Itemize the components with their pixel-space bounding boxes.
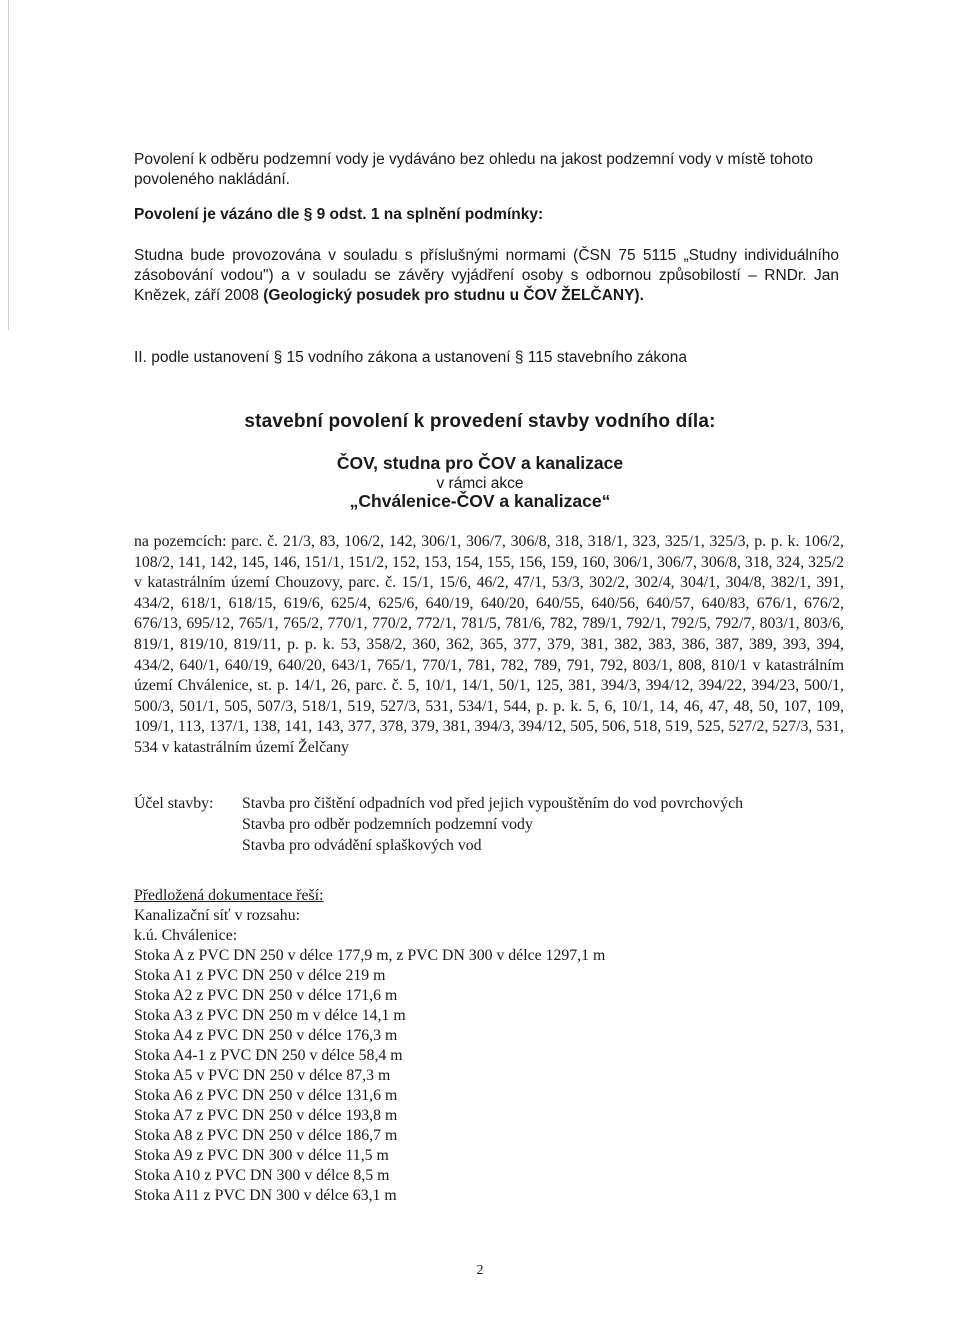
documentation-line: Stoka A z PVC DN 250 v délce 177,9 m, z PVC DN 300 v délce 1297,1 m (134, 947, 606, 964)
purpose-item: Stavba pro čištění odpadních vod před jejich vypouštěním do vod povrchových (242, 795, 744, 812)
documentation-line: Stoka A10 z PVC DN 300 v délce 8,5 m (134, 1167, 390, 1184)
page-number: 2 (476, 1263, 484, 1278)
project-title-line1: ČOV, studna pro ČOV a kanalizace (336, 453, 624, 473)
documentation-line: Stoka A1 z PVC DN 250 v délce 219 m (134, 967, 386, 984)
documentation-line: Stoka A7 z PVC DN 250 v délce 193,8 m (134, 1107, 398, 1124)
documentation-section (134, 886, 754, 1206)
project-title-line2: v rámci akce (436, 475, 524, 492)
permit-heading: stavební povolení k provedení stavby vodního díla: (244, 411, 716, 432)
documentation-line: Stoka A6 z PVC DN 250 v délce 131,6 m (134, 1087, 398, 1104)
section-ii-text: II. podle ustanovení § 15 vodního zákona a ustanovení § 115 stavebního zákona (134, 349, 687, 366)
purpose-item: Stavba pro odvádění splaškových vod (242, 837, 482, 854)
condition-paragraph (134, 246, 839, 306)
project-title-line3: „Chválenice-ČOV a kanalizace“ (349, 491, 611, 511)
purpose-item: Stavba pro odběr podzemních podzemní vody (242, 816, 533, 833)
documentation-title: Předložená dokumentace řeší: (134, 887, 324, 904)
intro-paragraph (134, 150, 839, 190)
documentation-line: Stoka A2 z PVC DN 250 v délce 171,6 m (134, 987, 398, 1004)
condition-bold-text: (Geologický posudek pro studnu u ČOV ŽELČANY). (263, 287, 644, 304)
documentation-line: Stoka A4-1 z PVC DN 250 v délce 58,4 m (134, 1047, 403, 1064)
parcels-text: na pozemcích: parc. č. 21/3, 83, 106/2, 142, 306/1, 306/7, 306/8, 318, 318/1, 323, 325/1, 325/3, p. p. k. 106/2, 108/2, 141, 142, 145, 146, 151/1, 151/2, 152, 153, 154, 155, 156, 159, 160, 306/1, 306/7, 306/8, 318, 324, 325/2 v katastrálním území Chouzovy, parc. č. 15/1, 15/6, 46/2, 47/1, 53/3, 302/2, 302/4, 304/1, 304/8, 382/1, 391, 434/2, 618/1, 618/15, 619/6, 625/4, 625/6, 640/19, 640/20, 640/55, 640/56, 640/57, 640/83, 676/1, 676/2, 676/13, 695/12, 765/1, 765/2, 770/1, 770/2, 772/1, 781/5, 781/6, 782, 789/1, 792/1, 792/5, 792/7, 803/1, 803/6, 819/1, 819/10, 819/11, p. p. k. 53, 358/2, 360, 362, 365, 377, 379, 381, 382, 383, 386, 387, 389, 393, 394, 434/2, 640/1, 640/19, 640/20, 643/1, 765/1, 770/1, 781, 782, 789, 791, 792, 803/1, 808, 810/1 v katastrálním území Chválenice, st. p. 14/1, 26, parc. č. 5, 10/1, 14/1, 50/1, 125, 381, 394/3, 394/12, 394/22, 394/23, 500/1, 500/3, 501/1, 505, 507/3, 518/1, 519, 527/3, 531, 534/1, 544, p. p. k. 5, 6, 10/1, 14, 46, 47, 48, 50, 107, 109, 109/1, 113, 137/1, 138, 141, 143, 377, 378, 379, 381, 394/3, 394/12, 505, 506, 518, 519, 525, 527/2, 527/3, 531, 534 v katastrálním území Želčany (134, 533, 844, 756)
documentation-line: Kanalizační síť v rozsahu: (134, 907, 300, 924)
intro-text: Povolení k odběru podzemní vody je vydáváno bez ohledu na jakost podzemní vody v místě tohoto povoleného nakládání. (134, 151, 813, 188)
documentation-line: Stoka A9 z PVC DN 300 v délce 11,5 m (134, 1147, 389, 1164)
documentation-line: Stoka A4 z PVC DN 250 v délce 176,3 m (134, 1027, 398, 1044)
binding-title-text: Povolení je vázáno dle § 9 odst. 1 na splnění podmínky: (134, 206, 544, 223)
binding-title (134, 205, 839, 225)
documentation-line: Stoka A3 z PVC DN 250 m v délce 14,1 m (134, 1007, 406, 1024)
documentation-line: k.ú. Chválenice: (134, 927, 238, 944)
documentation-line: Stoka A5 v PVC DN 250 v délce 87,3 m (134, 1067, 391, 1084)
documentation-line: Stoka A8 z PVC DN 250 v délce 186,7 m (134, 1127, 398, 1144)
parcels-paragraph (134, 532, 844, 759)
documentation-line: Stoka A11 z PVC DN 300 v délce 63,1 m (134, 1187, 397, 1204)
purpose-label: Účel stavby: (134, 795, 214, 812)
purpose-list (242, 793, 743, 856)
section-ii-line (134, 348, 839, 368)
condition-text: Studna bude provozována v souladu s příslušnými normami (ČSN 75 5115 „Studny individuálního zásobování vodou") a v souladu se závěry vyjádření osoby s odbornou způsobilostí – RNDr. Jan Knězek, září 2008 (134, 247, 839, 304)
